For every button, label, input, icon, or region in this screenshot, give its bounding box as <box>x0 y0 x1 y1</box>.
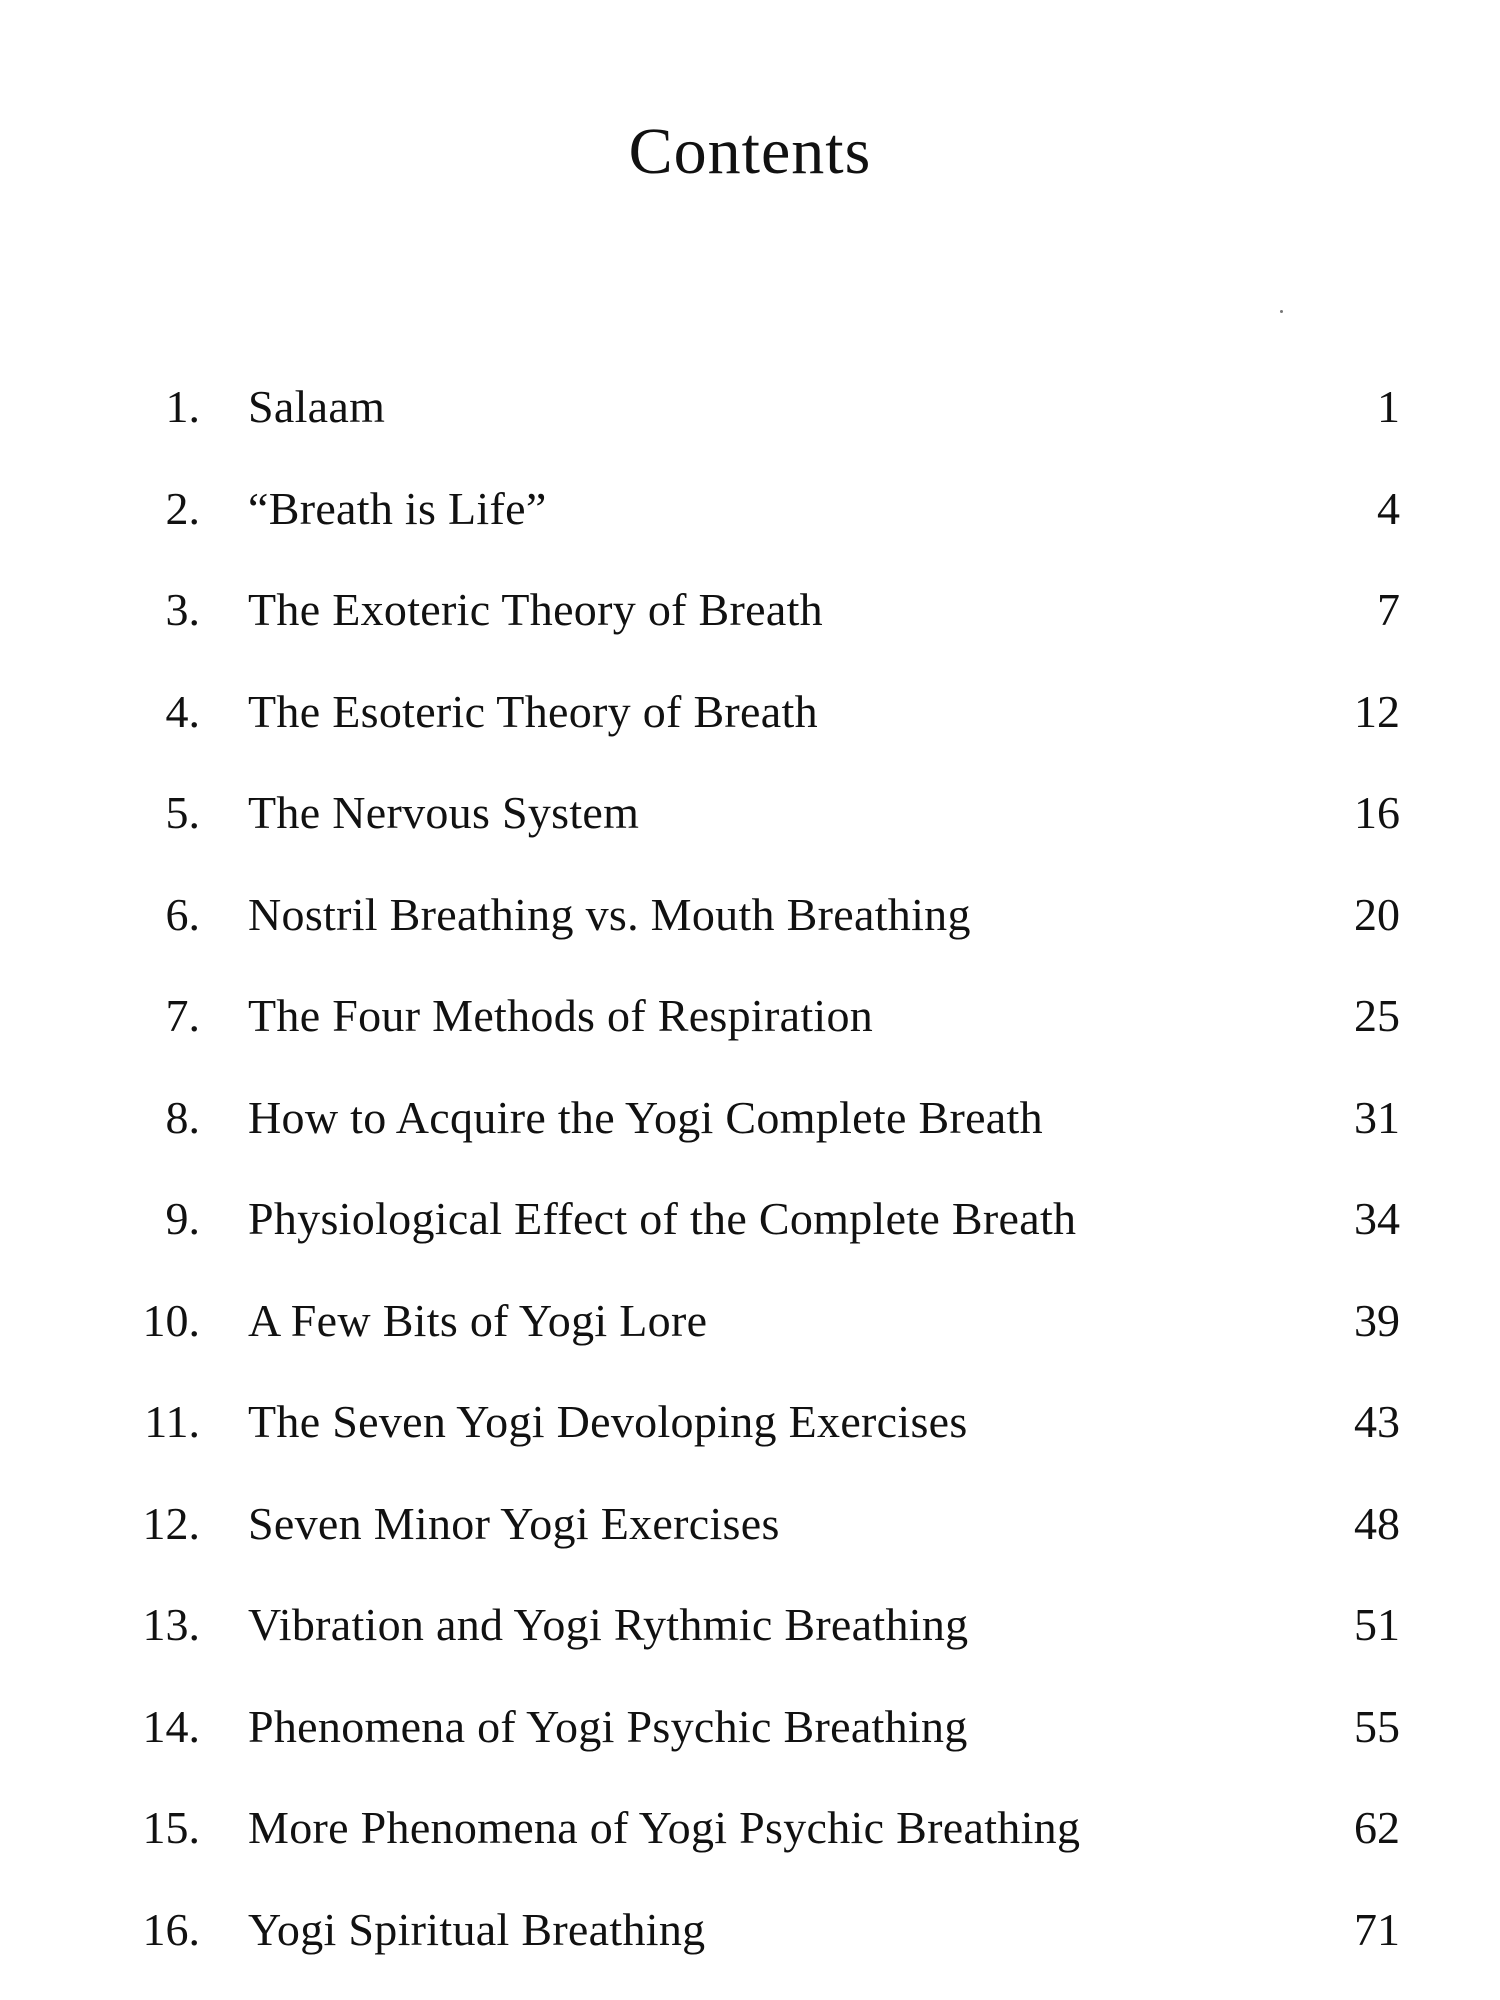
toc-entry[interactable] <box>0 1781 1500 1883</box>
toc-entry[interactable] <box>0 462 1500 564</box>
page-number: 12 <box>1354 685 1400 737</box>
chapter-number: 12. <box>142 1497 200 1549</box>
chapter-title[interactable]: Salaam <box>248 381 386 432</box>
page-number: 4 <box>1377 482 1400 534</box>
toc-entry[interactable] <box>0 1680 1500 1782</box>
chapter-title[interactable]: The Four Methods of Respiration <box>248 990 874 1041</box>
chapter-number: 11. <box>144 1396 200 1447</box>
chapter-number: 15. <box>142 1802 200 1853</box>
page-number: 20 <box>1354 888 1400 940</box>
chapter-number: 8. <box>165 1091 200 1143</box>
toc-entry[interactable] <box>0 1477 1500 1579</box>
chapter-title[interactable]: A Few Bits of Yogi Lore <box>248 1294 708 1346</box>
toc-entry[interactable] <box>0 1274 1500 1376</box>
toc-entry[interactable] <box>0 665 1500 767</box>
page-number: 71 <box>1354 1903 1400 1955</box>
toc-entry[interactable] <box>0 1172 1500 1274</box>
page-number: 55 <box>1354 1700 1400 1752</box>
chapter-number: 2. <box>165 482 200 534</box>
chapter-title[interactable]: The Nervous System <box>248 787 640 838</box>
chapter-title[interactable]: More Phenomena of Yogi Psychic Breathing <box>248 1802 1081 1853</box>
page-number: 34 <box>1354 1193 1400 1244</box>
chapter-number: 6. <box>165 888 200 940</box>
chapter-number: 9. <box>165 1193 200 1244</box>
chapter-title[interactable]: Phenomena of Yogi Psychic Breathing <box>248 1700 968 1752</box>
table-of-contents <box>0 360 1500 1984</box>
toc-entry[interactable] <box>0 360 1500 462</box>
toc-entry[interactable] <box>0 1578 1500 1680</box>
chapter-title[interactable]: Yogi Spiritual Breathing <box>248 1903 706 1955</box>
chapter-number: 5. <box>165 787 200 838</box>
chapter-title[interactable]: Nostril Breathing vs. Mouth Breathing <box>248 888 971 940</box>
chapter-number: 7. <box>165 990 200 1041</box>
chapter-number: 3. <box>165 584 200 635</box>
page-number: 25 <box>1354 990 1400 1041</box>
toc-entry[interactable] <box>0 969 1500 1071</box>
chapter-number: 10. <box>142 1294 200 1346</box>
chapter-title[interactable]: Seven Minor Yogi Exercises <box>248 1497 780 1549</box>
chapter-number: 14. <box>142 1700 200 1752</box>
chapter-number: 16. <box>142 1903 200 1955</box>
chapter-number: 13. <box>142 1599 200 1650</box>
toc-entry[interactable] <box>0 1071 1500 1173</box>
toc-entry[interactable] <box>0 766 1500 868</box>
toc-entry[interactable] <box>0 868 1500 970</box>
chapter-title[interactable]: The Seven Yogi Devoloping Exercises <box>248 1396 968 1447</box>
chapter-title[interactable]: Vibration and Yogi Rythmic Breathing <box>248 1599 969 1650</box>
page-number: 51 <box>1354 1599 1400 1650</box>
page-number: 31 <box>1354 1091 1400 1143</box>
chapter-number: 1. <box>165 381 200 432</box>
page-number: 16 <box>1354 787 1400 838</box>
page-number: 39 <box>1354 1294 1400 1346</box>
page-number: 1 <box>1377 381 1400 432</box>
page-number: 48 <box>1354 1497 1400 1549</box>
toc-entry[interactable] <box>0 1883 1500 1985</box>
chapter-title[interactable]: The Exoteric Theory of Breath <box>248 584 823 635</box>
chapter-number: 4. <box>165 685 200 737</box>
page-number: 43 <box>1354 1396 1400 1447</box>
toc-entry[interactable] <box>0 1375 1500 1477</box>
toc-entry[interactable] <box>0 563 1500 665</box>
page-title: Contents <box>628 115 872 189</box>
print-speck <box>1280 310 1283 313</box>
chapter-title[interactable]: The Esoteric Theory of Breath <box>248 685 818 737</box>
chapter-title[interactable]: How to Acquire the Yogi Complete Breath <box>248 1091 1043 1143</box>
page-number: 62 <box>1354 1802 1400 1853</box>
chapter-title[interactable]: Physiological Effect of the Complete Breath <box>248 1193 1077 1244</box>
page-number: 7 <box>1377 584 1400 635</box>
chapter-title[interactable]: “Breath is Life” <box>248 482 547 534</box>
